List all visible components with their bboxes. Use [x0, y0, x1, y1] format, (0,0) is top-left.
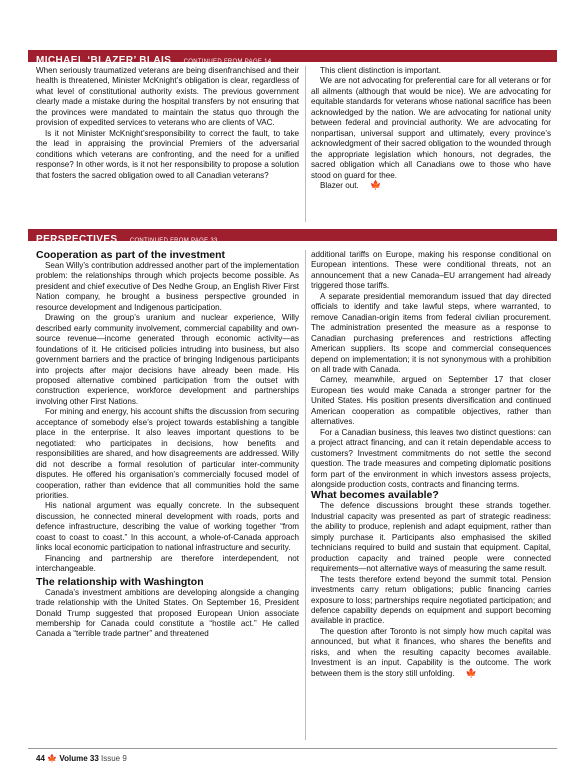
paragraph: We are not advocating for preferential care for all veterans or for all ailments (although that would be nice). We are advocating for equitable standards for veterans whose national sacrifice has been acknowledged by the nation. We are advocating for national unity between federal and provincial authority. We are advocating for nonpartisan, universal support and ultimately, every province’s acknowledgment of their sacred obligation to the wounded through the appropriate legislation which honours, not degrades, the sacred obligation which all Canadians owe to those who have stood on guard for thee.: [311, 76, 551, 180]
page-number: 44: [36, 754, 45, 763]
paragraph: A separate presidential memorandum issued that day directed officials to identify and take lawful steps, where warranted, to remove Canadian-origin items from federal civilian procurement. The administration presented the measure as a response to Canadian purchasing preferences and restrictions affecting American suppliers. Its scope and commercial consequences depend on implementation; it is not synonymous with a prohibition on all trade with Canada.: [311, 291, 551, 374]
paragraph: His national argument was equally concrete. In the subsequent discussion, he connected mineral development with roads, ports and defence infrastructure, describing the value of working together “from coast to coast to coast.” In this account, a whole-of-Canada approach links local economic participation to national infrastructure and security.: [36, 501, 299, 553]
paragraph: The tests therefore extend beyond the summit total. Pension investments carry return obligations; public financing carries exposure to loss; partnerships require negotiated participation; and defence capability depends on equipment and support becoming available in practice.: [311, 574, 551, 626]
continued-from-label: ... CONTINUED FROM PAGE 14: [175, 59, 272, 62]
section-heading: The relationship with Washington: [36, 575, 204, 588]
paragraph-text: The question after Toronto is not simply how much capital was announced, but what it finances, who shares the benefits and risks, and when the resulting capacity becomes available. Investment is an input. Capability is the outcome. The work between them is the story still unfolding.: [311, 626, 551, 678]
paragraph: additional tariffs on Europe, making his response conditional on European intentions. These were conditional threats, not an announcement that a new Canada–EU arrangement had already triggered those tariffs.: [311, 250, 551, 291]
maple-leaf-icon: 🍁: [465, 667, 477, 678]
signoff: [311, 181, 551, 191]
issue-label: Issue 9: [101, 754, 127, 763]
section-band-title: PERSPECTIVES: [36, 234, 118, 241]
section-heading: Cooperation as part of the investment: [36, 250, 226, 261]
section-band-perspectives: [28, 229, 557, 241]
paragraph: For a Canadian business, this leaves two distinct questions: can a project attract financing, and can it retain dependable access to customers? Investment commitments do not settle the second question. The trade measures and competing diplomatic positions form part of the environment in which investors assess projects, alongside production costs, contracts and financing terms.: [311, 427, 551, 489]
paragraph: Financing and partnership are therefore interdependent, not interchangeable.: [36, 553, 299, 574]
blais-left-column: [36, 66, 299, 224]
continued-from-label: ... CONTINUED FROM PAGE 33: [121, 238, 218, 241]
page-footer: [36, 753, 127, 764]
volume-label: Volume 33: [59, 754, 99, 763]
maple-leaf-icon: 🍁: [369, 179, 382, 190]
paragraph: For mining and energy, his account shifts the discussion from securing acceptance of somebody else’s project towards establishing a tangible place in the enterprise. It also leaves important questions to be negotiated: who participates in decisions, how benefits and responsibilities are shared, and how disagreements are addressed. Willy did not describe a formal resolution of particular inter-community disputes. He offered his organisation’s commercially focused model of cooperation, rather than evidence that all communities hold the same priorities.: [36, 407, 299, 500]
paragraph: Is it not Minister McKnight’sresponsibility to correct the fault, to take the lead in appraising the provincial Premiers of the adversarial conditions which veterans are confronting, and the need for a unified response? In other words, is it not her responsibility to propose a solution that fosters the sacred obligation owed to all Canadian veterans?: [36, 128, 299, 180]
paragraph: Canada’s investment ambitions are developing alongside a changing trade relationship with the United States. On September 16, President Donald Trump suggested that proposed European Union associate membership for Canada could constitute a “hostile act.” He called Canada a “terrible trade partner” and threatened: [36, 587, 299, 639]
paragraph: Carney, meanwhile, argued on September 17 that closer European ties would make Canada a stronger partner for the United States. His position presents diversification and continued American cooperation as compatible objectives, rather than alternatives.: [311, 375, 551, 427]
section-band-title: MICHAEL ‘BLAZER’ BLAIS: [36, 55, 172, 62]
footer-rule: [28, 748, 557, 749]
maple-leaf-icon: 🍁: [47, 754, 58, 763]
paragraph: When seriously traumatized veterans are being disenfranchised and their health is threatened, Minister McKnight’s obligation is clear, regardless of what level of constitutional authority exists. The previous government clearly made a mistake during the hospital transfers by not ensuring that the provinces were mandated to maintain the status quo through the provision of expedited services to veterans who are clients of VAC.: [36, 66, 299, 128]
signoff-text: Blazer out.: [320, 180, 359, 190]
column-divider: [305, 66, 306, 222]
paragraph: This client distinction is important.: [320, 66, 442, 75]
section-band-blais: [28, 50, 557, 62]
column-divider: [305, 250, 306, 740]
paragraph: The defence discussions brought these strands together. Industrial capacity was presented as part of strategic readiness: the ability to produce, replenish and adapt equipment, rather than simply purchase it. Participants also emphasised the skilled technicians required to build and sustain that equipment. Capital, production capacity and trained people were connected requirements—not alternative ways of measuring the same result.: [311, 501, 551, 574]
paragraph: Drawing on the group’s uranium and nuclear experience, Willy described early community involvement, commercial capability and own-source revenue—income generated through economic activity—as foundations of it. He criticised policies intruding into business, but also government barriers and the practice of bringing Indigenous participants into projects after major decisions have already been made. His proposed alternative combined participation from the outset with construction experience, workforce development and partnerships involving other First Nations.: [36, 313, 299, 406]
perspectives-left-column: [36, 250, 299, 742]
perspectives-right-column: [311, 250, 551, 742]
blais-right-column: [311, 66, 551, 224]
section-heading: What becomes available?: [311, 489, 439, 502]
paragraph: Sean Willy’s contribution addressed another part of the implementation problem: the relationships through which projects become possible. As president and chief executive of Des Nedhe Group, an English River First Nation company, he brought a business perspective grounded in resource development and Indigenous participation.: [36, 261, 299, 312]
paragraph: [311, 627, 551, 679]
